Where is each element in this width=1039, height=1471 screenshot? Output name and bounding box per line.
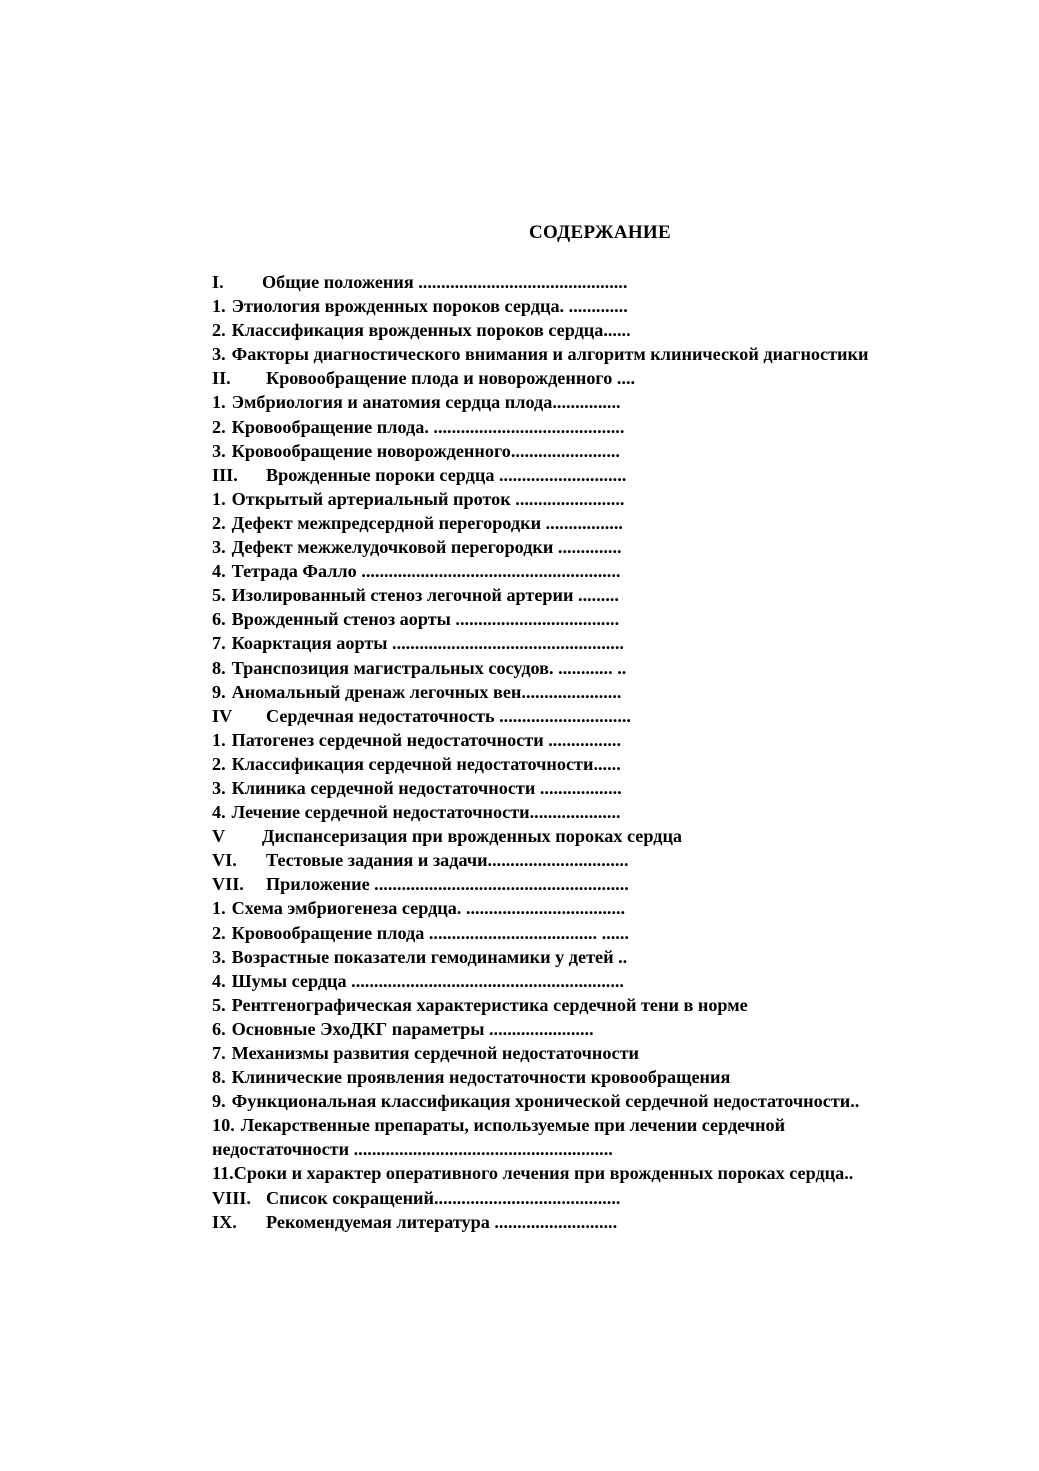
toc-entry [212, 1041, 1012, 1065]
toc-entry-text: Этиология врожденных пороков сердца. ............. [231, 296, 628, 317]
toc-entry-text: Транспозиция магистральных сосудов. ............ .. [231, 657, 627, 678]
toc-entry-number: III. [212, 464, 238, 485]
toc-entry-text: Эмбриология и анатомия сердца плода............... [231, 392, 621, 413]
toc-entry-text: Механизмы развития сердечной недостаточности [231, 1043, 639, 1063]
toc-entry-number: 3. [212, 777, 226, 798]
toc-entry-number: 7. [212, 1043, 226, 1063]
toc-entry-text: Сроки и характер оперативного лечения при врожденных пороках сердца.. [233, 1163, 854, 1184]
toc-entry [212, 800, 1012, 824]
toc-entry-text: Коарктация аорты ................................................... [231, 633, 624, 654]
toc-entry-text: Клиника сердечной недостаточности .................. [231, 777, 622, 798]
toc-entry [212, 463, 1012, 487]
toc-entry [212, 415, 1012, 439]
toc-entry [212, 1113, 1012, 1137]
toc-entry-text: Тетрада Фалло ......................................................... [231, 561, 621, 582]
toc-entry-number: 6. [212, 609, 226, 630]
toc-entry-text: Список сокращений......................................... [266, 1187, 621, 1208]
toc-entry-text: Классификация врожденных пороков сердца...... [231, 320, 631, 341]
toc-entry-text: Возрастные показатели гемодинамики у детей .. [231, 946, 628, 967]
toc-entry-number: 1. [212, 392, 226, 413]
toc-entry [212, 704, 1012, 728]
toc-entry [212, 824, 1012, 848]
toc-entry-text: Кровообращение новорожденного........................ [231, 440, 620, 461]
toc-entry-number: II. [212, 368, 231, 389]
toc-entry-text: Клинические проявления недостаточности кровообращения [231, 1067, 731, 1088]
toc-entry-text: Патогенез сердечной недостаточности ................ [231, 729, 622, 750]
toc-entry-number: 4. [212, 970, 226, 991]
toc-entry [212, 1017, 1012, 1041]
toc-entry-text: Открытый артериальный проток ........................ [231, 488, 625, 509]
toc-entry [212, 921, 1012, 945]
toc-entry-number: 10. [212, 1115, 235, 1136]
toc-entry-number: 2. [212, 320, 226, 341]
toc-entry-text: Приложение ........................................................ [266, 874, 629, 895]
toc-entry-number: VI. [212, 850, 237, 871]
toc-entry [212, 969, 1012, 993]
toc-entry-number: 2. [212, 512, 226, 533]
toc-entry-number: 4. [212, 802, 226, 823]
toc-entry-number: 1. [212, 296, 226, 317]
toc-entry [212, 487, 1012, 511]
toc-entry-text: Кровообращение плода. .......................................... [231, 416, 625, 437]
toc-entry [212, 848, 1012, 872]
toc-entry [212, 366, 1012, 390]
toc-entry-number: 2. [212, 753, 226, 774]
toc-entry-text: Функциональная классификация хронической сердечной недостаточности.. [231, 1091, 860, 1112]
toc-entry-number: 4. [212, 561, 226, 582]
toc-entry-number: 3. [212, 946, 226, 967]
toc-entry-text: Кровообращение плода ..................................... ...... [231, 922, 629, 943]
toc-entry-text: Дефект межжелудочковой перегородки .............. [231, 537, 622, 558]
toc-entry-number: 3. [212, 537, 226, 558]
toc-entry [212, 872, 1012, 896]
toc-entry-text: Лекарственные препараты, используемые при лечении сердечной [240, 1115, 786, 1136]
table-of-contents [212, 270, 1012, 1234]
toc-entry [212, 511, 1012, 535]
toc-entry-number: 2. [212, 922, 226, 943]
toc-entry [212, 318, 1012, 342]
toc-entry [212, 656, 1012, 680]
toc-entry-number: 9. [212, 681, 226, 702]
toc-entry-number: 1. [212, 488, 226, 509]
toc-entry-text: недостаточности ......................................................... [212, 1139, 613, 1160]
toc-entry-number: 5. [212, 994, 226, 1015]
toc-entry-number: 9. [212, 1091, 226, 1112]
page-title: СОДЕРЖАНИЕ [529, 222, 671, 243]
toc-entry-text: Рекомендуемая литература ........................... [266, 1211, 618, 1232]
toc-entry-number: 2. [212, 416, 226, 437]
toc-entry-text: Сердечная недостаточность ............................. [266, 705, 631, 726]
toc-entry [212, 752, 1012, 776]
toc-entry-number: 6. [212, 1018, 226, 1039]
toc-entry-text: Диспансеризация при врожденных пороках сердца [262, 826, 683, 847]
toc-entry [212, 342, 1012, 366]
toc-entry [212, 1065, 1012, 1089]
toc-entry-text: Аномальный дренаж легочных вен...................... [231, 681, 622, 702]
toc-entry [212, 607, 1012, 631]
toc-entry-number: 3. [212, 344, 226, 365]
toc-entry [212, 294, 1012, 318]
toc-entry-text: Врожденный стеноз аорты .................................... [231, 609, 620, 630]
toc-entry-text: Основные ЭхоДКГ параметры ....................... [231, 1018, 594, 1039]
toc-entry [212, 776, 1012, 800]
toc-entry-text: Изолированный стеноз легочной артерии ......... [231, 585, 619, 606]
toc-entry-number: IX. [212, 1211, 237, 1232]
toc-entry-number: VII. [212, 874, 244, 895]
toc-entry-number: V [212, 826, 226, 847]
toc-entry-text: Шумы сердца ............................................................ [231, 970, 624, 991]
toc-entry-text: Факторы диагностического внимания и алгоритм клинической диагностики [231, 344, 869, 365]
toc-entry [212, 535, 1012, 559]
toc-entry-text: Врожденные пороки сердца ............................ [266, 464, 627, 485]
toc-entry [212, 631, 1012, 655]
toc-entry-text: Рентгенографическая характеристика сердечной тени в норме [231, 994, 748, 1015]
toc-entry-number: 5. [212, 585, 226, 606]
toc-entry-number: 3. [212, 440, 226, 461]
toc-entry-text: Кровообращение плода и новорожденного .... [266, 368, 636, 389]
toc-entry [212, 680, 1012, 704]
toc-entry [212, 896, 1012, 920]
toc-entry [212, 728, 1012, 752]
toc-entry-number: 8. [212, 657, 226, 678]
toc-entry [212, 993, 1012, 1017]
toc-entry-text: Лечение сердечной недостаточности.................... [231, 802, 621, 823]
toc-entry-text: Общие положения .............................................. [262, 272, 628, 292]
toc-entry-number: I. [212, 272, 224, 292]
toc-entry-text: Схема эмбриогенеза сердца. ................................... [231, 898, 626, 919]
toc-entry [212, 945, 1012, 969]
toc-entry-text: Классификация сердечной недостаточности...... [231, 753, 621, 774]
toc-entry [212, 559, 1012, 583]
toc-entry-number: IV [212, 705, 233, 726]
toc-entry [212, 439, 1012, 463]
toc-entry [212, 1137, 1012, 1161]
toc-entry-number: 7. [212, 633, 226, 654]
toc-entry-number: 8. [212, 1067, 226, 1088]
toc-entry-number: VIII. [212, 1187, 251, 1208]
toc-entry-text: Дефект межпредсердной перегородки ................. [231, 512, 623, 533]
toc-entry [212, 270, 1012, 294]
toc-entry [212, 1161, 1012, 1185]
toc-entry [212, 1186, 1012, 1210]
toc-entry-number: 1. [212, 729, 226, 750]
toc-entry [212, 1210, 1012, 1234]
toc-entry [212, 390, 1012, 414]
toc-entry [212, 1089, 1012, 1113]
toc-entry [212, 583, 1012, 607]
toc-entry-number: 1. [212, 898, 226, 919]
toc-entry-number: 11. [212, 1163, 234, 1184]
toc-entry-text: Тестовые задания и задачи............................... [266, 850, 629, 871]
